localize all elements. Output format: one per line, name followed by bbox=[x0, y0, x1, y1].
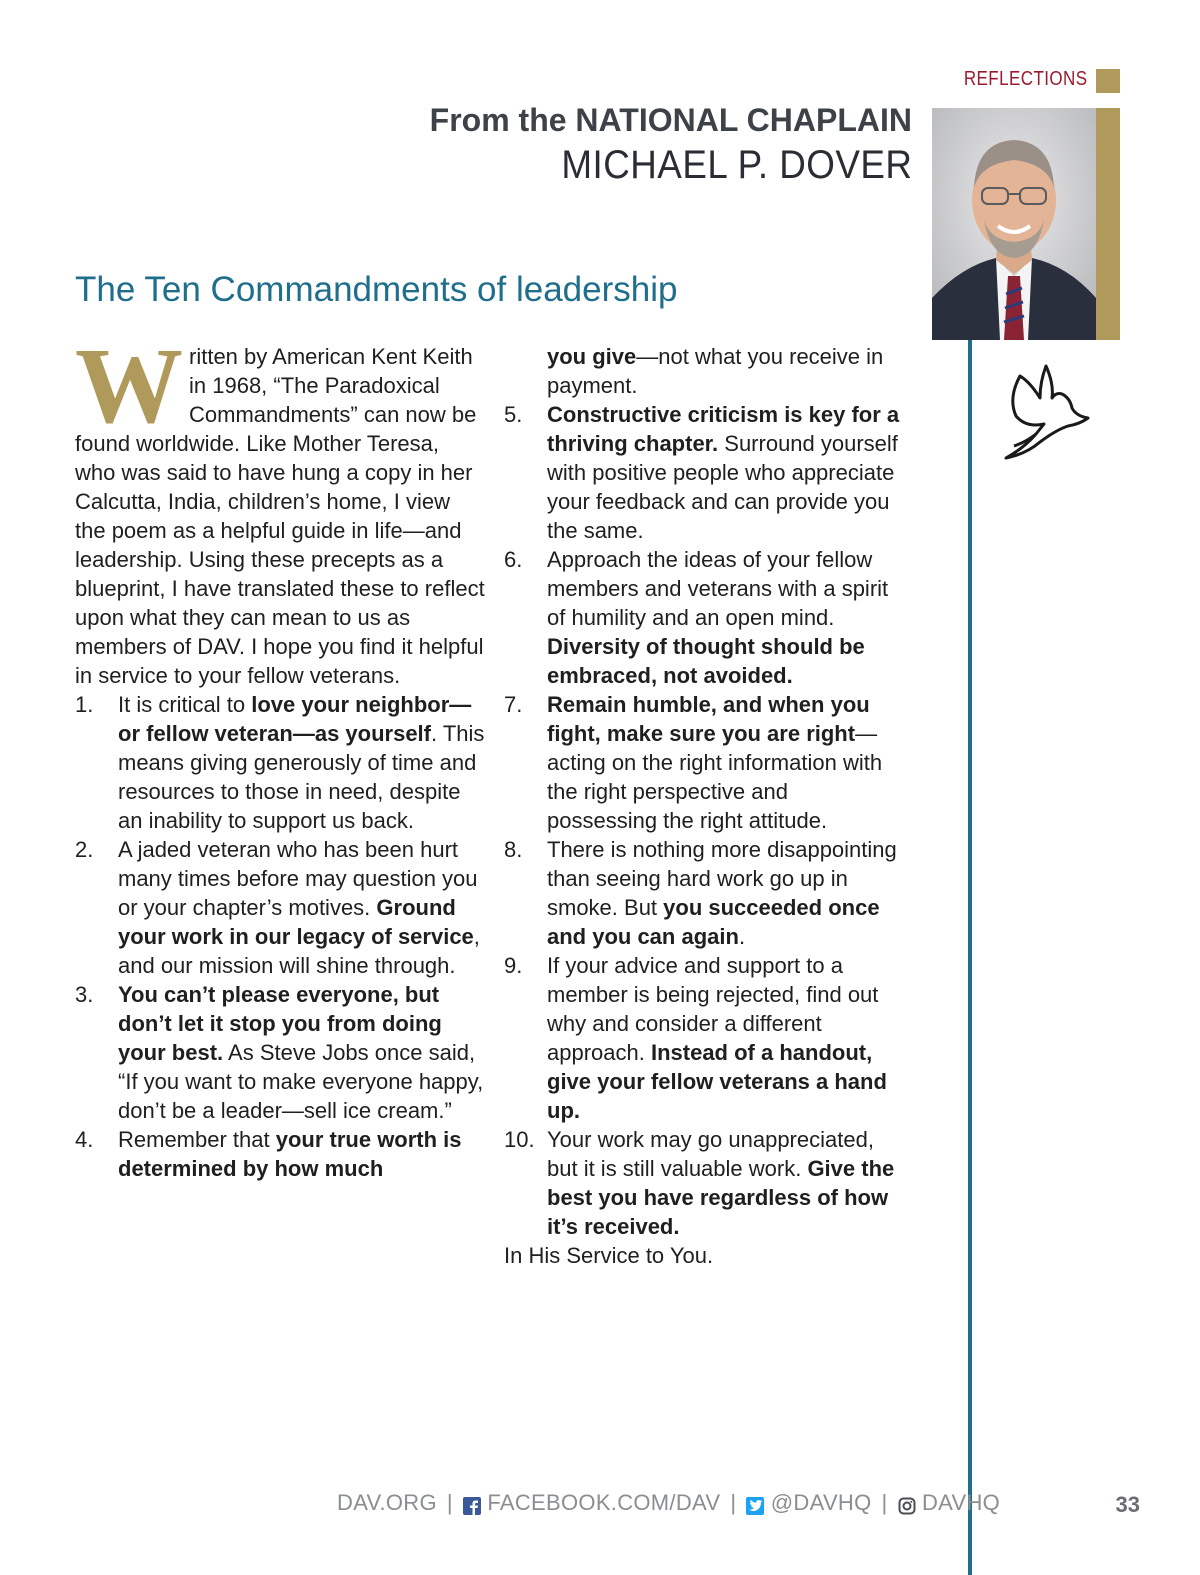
commandment-item bbox=[504, 951, 904, 1125]
commandments-list-left bbox=[75, 690, 485, 1183]
commandment-item bbox=[75, 690, 485, 835]
commandment-text-segment: Approach the ideas of your fellow members and veterans with a spirit of humility and an open mind. bbox=[547, 547, 889, 630]
author-name: MICHAEL P. DOVER bbox=[561, 143, 912, 187]
gold-accent-bar bbox=[1096, 108, 1120, 340]
intro-text: ritten by American Kent Keith in 1968, “The Paradoxical Commandments” can now be found worldwide. Like Mother Teresa, who was said to have hung a copy in her Calcutta, India, children’s home, I view the poem as a helpful guide in life—and leadership. Using these precepts as a blueprint, I have translated these to reflect upon what they can mean to us as members of DAV. I hope you find it helpful in service to your fellow veterans. bbox=[75, 344, 485, 688]
column-header bbox=[430, 100, 912, 188]
page-number: 33 bbox=[1115, 1492, 1140, 1517]
drop-cap: W bbox=[75, 327, 183, 446]
twitter-link-text: @DAVHQ bbox=[770, 1490, 872, 1515]
commandment-text-segment: Instead of a handout, give your fellow veterans a hand up. bbox=[547, 1040, 887, 1123]
commandment-number: 2. bbox=[75, 837, 94, 862]
commandment-text-segment: —acting on the right information with the right perspective and possessing the right attitude. bbox=[547, 721, 883, 833]
commandment-text-segment: , and our mission will shine through. bbox=[118, 924, 480, 978]
instagram-link[interactable] bbox=[898, 1490, 1001, 1516]
commandment-number: 9. bbox=[504, 953, 523, 978]
instagram-icon bbox=[898, 1495, 916, 1513]
footer-separator: | bbox=[446, 1490, 453, 1515]
commandment-text-segment: Your work may go unappreciated, but it is still valuable work. bbox=[547, 1127, 874, 1181]
commandment-number: 3. bbox=[75, 982, 94, 1007]
commandment-text-segment: your true worth is determined by how much bbox=[118, 1127, 462, 1181]
commandment-text-segment: . bbox=[738, 924, 746, 949]
closing-line: In His Service to You. bbox=[504, 1243, 714, 1268]
column-title: From the NATIONAL CHAPLAIN bbox=[429, 102, 912, 138]
commandment-text-segment: —not what you receive in payment. bbox=[547, 344, 884, 398]
commandment-text-segment: Surround yourself with positive people who appreciate your feedback and can provide you the same. bbox=[547, 431, 898, 543]
commandment-item bbox=[504, 690, 904, 835]
section-label: REFLECTIONS bbox=[964, 68, 1088, 90]
commandments-list-right bbox=[504, 400, 904, 1241]
commandment-number: 4. bbox=[75, 1127, 94, 1152]
commandment-text-segment: It is critical to bbox=[118, 692, 252, 717]
twitter-icon bbox=[746, 1495, 764, 1513]
footer bbox=[337, 1490, 1000, 1516]
facebook-link[interactable] bbox=[463, 1490, 720, 1516]
facebook-link-text: FACEBOOK.COM/DAV bbox=[487, 1490, 721, 1515]
section-tab-marker bbox=[1096, 69, 1120, 93]
intro-paragraph bbox=[75, 327, 485, 690]
website-link[interactable]: DAV.ORG bbox=[337, 1490, 437, 1515]
commandment-number: 1. bbox=[75, 692, 94, 717]
commandment-text-segment: love your neighbor—or fellow veteran—as yourself bbox=[118, 692, 472, 746]
commandment-item bbox=[75, 835, 485, 980]
commandment-text-segment: If your advice and support to a member is being rejected, find out why and consider a different approach. bbox=[547, 953, 879, 1065]
commandment-item bbox=[504, 1125, 904, 1241]
commandment-text-segment: You can’t please everyone, but don’t let it stop you from doing your best. bbox=[118, 982, 442, 1065]
commandment-number: 6. bbox=[504, 547, 523, 572]
article-column-left bbox=[75, 327, 485, 1183]
commandment-text-segment: A jaded veteran who has been hurt many times before may question you or your chapter’s motives. bbox=[118, 837, 478, 920]
commandment-text-segment: Diversity of thought should be embraced, not avoided. bbox=[547, 634, 865, 688]
commandment-item bbox=[504, 400, 904, 545]
article-title: The Ten Commandments of leadership bbox=[75, 270, 678, 309]
commandment-text-segment: There is nothing more disappointing than seeing hard work go up in smoke. But bbox=[547, 837, 897, 920]
commandment-number: 5. bbox=[504, 402, 523, 427]
vertical-rule bbox=[968, 340, 972, 1575]
author-portrait bbox=[932, 108, 1096, 340]
commandment-item bbox=[504, 835, 904, 951]
footer-separator: | bbox=[881, 1490, 888, 1515]
commandment-text-segment: As Steve Jobs once said, “If you want to make everyone happy, don’t be a leader—sell ice cream.” bbox=[118, 1040, 484, 1123]
article-column-right bbox=[504, 342, 904, 1270]
commandment-text-segment: Ground your work in our legacy of service bbox=[118, 895, 474, 949]
commandment-text-segment: you give bbox=[547, 344, 637, 369]
instagram-link-text: DAVHQ bbox=[921, 1490, 1001, 1515]
commandment-text-segment: Remain humble, and when you fight, make sure you are right bbox=[547, 692, 870, 746]
commandment-number: 8. bbox=[504, 837, 523, 862]
commandment-text-segment: Give the best you have regardless of how it’s received. bbox=[547, 1156, 895, 1239]
commandment-item bbox=[504, 545, 904, 690]
dove-icon bbox=[996, 358, 1096, 468]
commandment-text-segment: you succeeded once and you can again bbox=[547, 895, 880, 949]
footer-separator: | bbox=[730, 1490, 737, 1515]
commandment-number: 10. bbox=[504, 1127, 535, 1152]
commandment-text-segment: Constructive criticism is key for a thriving chapter. bbox=[547, 402, 900, 456]
commandment-item bbox=[75, 1125, 485, 1183]
commandment-item bbox=[75, 980, 485, 1125]
commandment-text-segment: Remember that bbox=[118, 1127, 276, 1152]
commandment-text-segment: . This means giving generously of time and resources to those in need, despite an inability to support us back. bbox=[118, 721, 485, 833]
twitter-link[interactable] bbox=[746, 1490, 871, 1516]
commandment-number: 7. bbox=[504, 692, 523, 717]
item-4-continuation bbox=[504, 342, 904, 400]
facebook-icon bbox=[463, 1495, 481, 1513]
